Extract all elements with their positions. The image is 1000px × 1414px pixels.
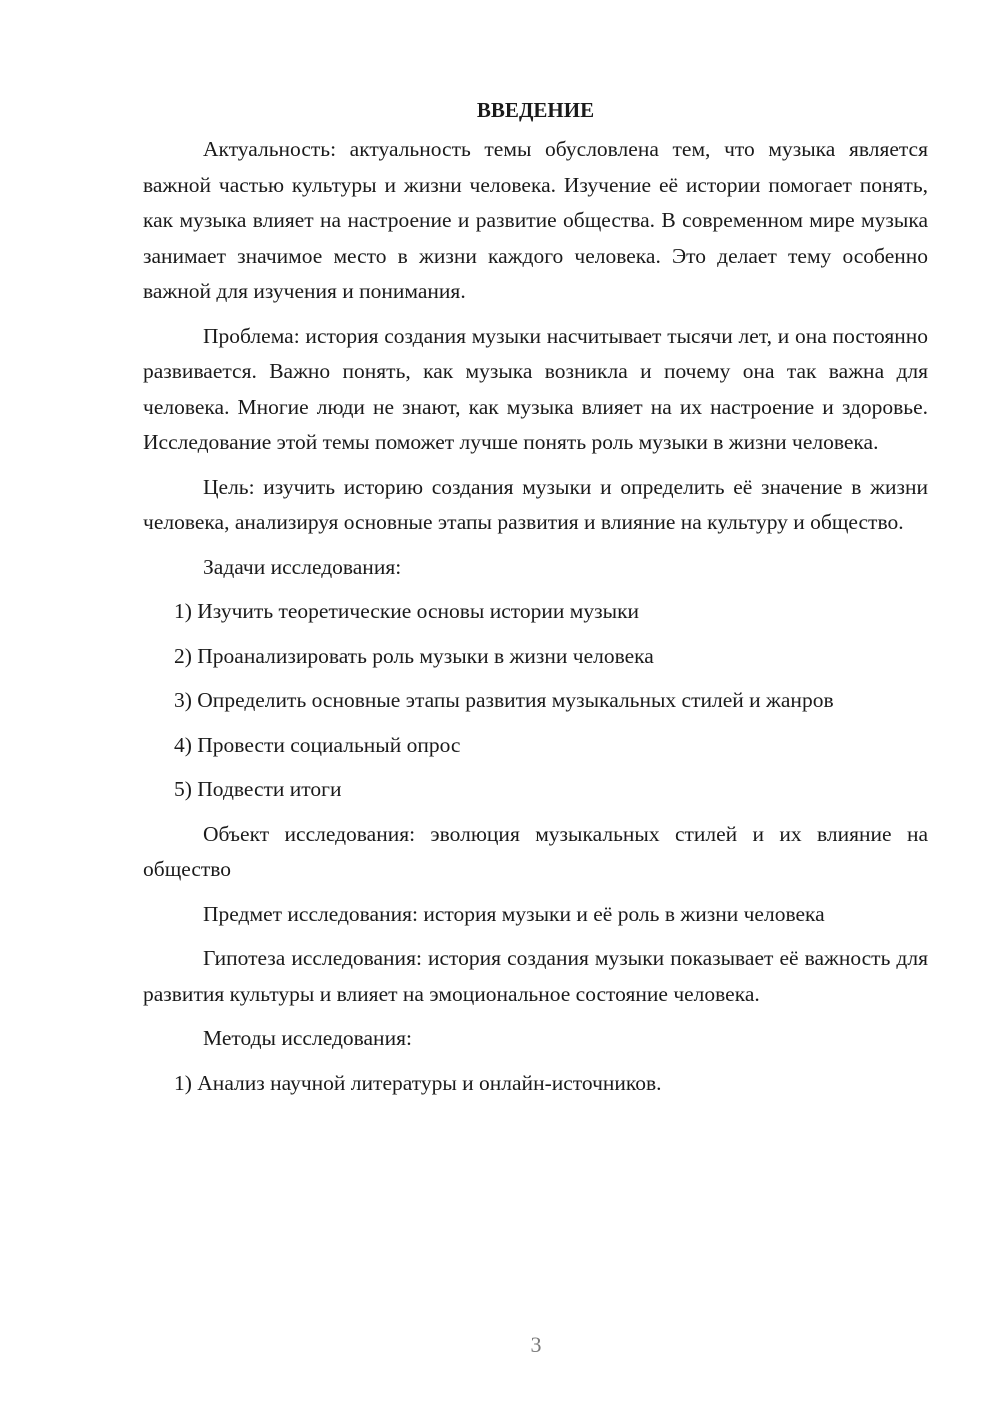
page-number: 3	[530, 1332, 542, 1357]
subject-paragraph: Предмет исследования: история музыки и её роль в жизни человека	[203, 901, 825, 926]
goal-paragraph: Цель: изучить историю создания музыки и определить её значение в жизни человека, анализируя основные этапы развития и влияние на культуру и общество.	[143, 474, 928, 534]
task-item: 4) Провести социальный опрос	[174, 732, 461, 757]
section-title: ВВЕДЕНИЕ	[476, 98, 595, 122]
task-item: 3) Определить основные этапы развития музыкальных стилей и жанров	[174, 688, 834, 712]
hypothesis-paragraph: Гипотеза исследования: история создания музыки показывает её важность для развития культуры и влияет на эмоциональное состояние человека.	[143, 946, 928, 1006]
task-item: 1) Изучить теоретические основы истории музыки	[174, 599, 640, 623]
relevance-paragraph: Актуальность: актуальность темы обусловлена тем, что музыка является важной частью культуры и жизни человека. Изучение её истории помогает понять, как музыка влияет на настроение и развитие общества. В современном мире музыка занимает значимое место в жизни каждого человека. Это делает тему особенно важной для изучения и понимания.	[143, 137, 928, 303]
object-paragraph: Объект исследования: эволюция музыкальных стилей и их влияние на общество	[143, 821, 928, 881]
tasks-heading: Задачи исследования:	[203, 554, 402, 579]
problem-paragraph: Проблема: история создания музыки насчитывает тысячи лет, и она постоянно развивается. Важно понять, как музыка возникла и почему она так важна для человека. Многие люди не знают, как музыка влияет на их настроение и здоровье. Исследование этой темы поможет лучше понять роль музыки в жизни человека.	[143, 323, 928, 454]
document-page	[143, 92, 928, 1110]
task-item: 2) Проанализировать роль музыки в жизни человека	[174, 643, 654, 668]
task-item: 5) Подвести итоги	[174, 777, 342, 801]
methods-heading: Методы исследования:	[203, 1026, 412, 1050]
method-item: 1) Анализ научной литературы и онлайн-источников.	[174, 1070, 662, 1095]
